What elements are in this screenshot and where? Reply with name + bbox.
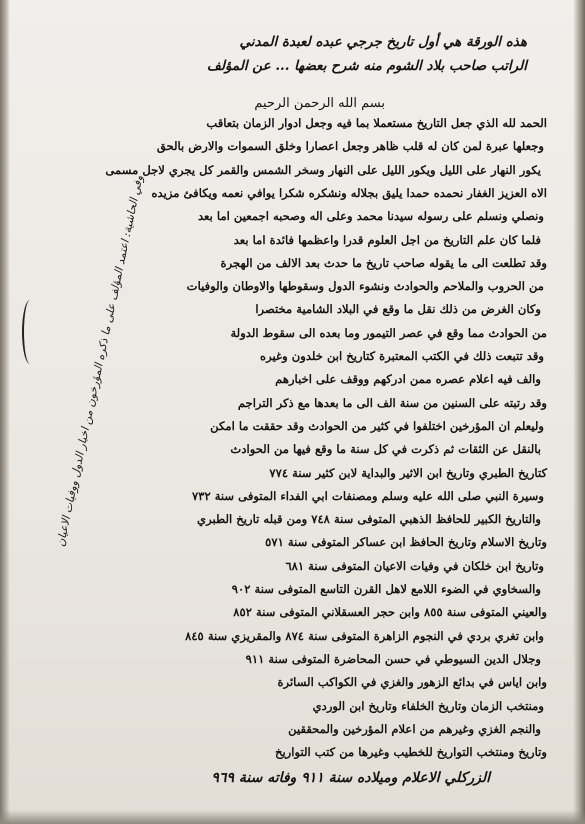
manuscript-line: الحمد لله الذي جعل التاريخ مستعملا بما فيه وجعل ادوار الزمان بتعاقب xyxy=(206,116,547,130)
page-bottom-edge xyxy=(0,810,585,824)
page-right-edge xyxy=(573,0,585,824)
manuscript-line: كتاريخ الطبري وتاريخ ابن الاثير والبداية لابن كثير سنة ٧٧٤ xyxy=(269,465,547,480)
manuscript-line: والتاريخ الكبير للحافظ الذهبي المتوفى سنة ٧٤٨ ومن قبله تاريخ الطبري xyxy=(197,512,541,527)
manuscript-line: وسيرة النبي صلى الله عليه وسلم ومصنفات ابي الفداء المتوفى سنة ٧٣٢ xyxy=(191,488,544,503)
manuscript-line: وجلال الدين السيوطي في حسن المحاضرة المتوفى سنة ٩١١ xyxy=(245,651,541,666)
manuscript-line: ونصلي ونسلم على رسوله سيدنا محمد وعلى اله وصحبه اجمعين اما بعد xyxy=(197,209,544,224)
margin-note: وفي الحاشية: اعتمد المؤلف على ما ذكره المؤرخون من اخبار الدول ووفيات الاعيان xyxy=(54,174,146,548)
manuscript-line: فلما كان علم التاريخ من اجل العلوم قدرا واعظمها فائدة اما بعد xyxy=(233,232,541,247)
footer-line: الزركلي الاعلام وميلاده سنة ٩١١ وفاته سنة ٩٦٩ xyxy=(211,770,490,786)
manuscript-line: وجعلها عبرة لمن كان له قلب ظاهر وجعل اعصارا وخلق السموات والارض بالحق xyxy=(156,139,544,154)
manuscript-line: من الحروب والملاحم والحوادث ونشوء الدول وسقوطها والاوطان والوفيات xyxy=(186,279,544,294)
manuscript-line: والسخاوي في الضوء اللامع لاهل القرن التاسع المتوفى سنة ٩٠٢ xyxy=(231,582,541,596)
manuscript-line: وقد تطلعت الى ما يقوله صاحب تاريخ ما حدث بعد الالف من الهجرة xyxy=(220,255,547,270)
basmala: بسم الله الرحمن الرحيم xyxy=(254,96,385,111)
manuscript-line: من الحوادث مما وقع في عصر التيمور وما بعده الى سقوط الدولة xyxy=(230,325,547,340)
page-left-edge xyxy=(0,0,10,824)
manuscript-line: وقد تتبعت ذلك في الكتب المعتبرة كتاريخ ابن خلدون وغيره xyxy=(260,349,544,363)
manuscript-line: يكور النهار على الليل ويكور الليل على النهار وسخر الشمس والقمر كل يجري لاجل مسمى xyxy=(105,162,541,177)
manuscript-line: بالنقل عن الثقات ثم ذكرت في كل سنة ما وقع فيها من الحوادث xyxy=(230,442,541,457)
manuscript-line: وقد رتبته على السنين من سنة الف الى ما بعدها مع ذكر التراجم xyxy=(237,395,547,410)
header-line-2: الراتب صاحب بلاد الشوم منه شرح بعضها ... عن المؤلف xyxy=(206,58,527,74)
manuscript-line: والعيني المتوفى سنة ٨٥٥ وابن حجر العسقلاني المتوفى سنة ٨٥٢ xyxy=(233,605,547,620)
manuscript-line: وتاريخ ابن خلكان في وفيات الاعيان المتوفى سنة ٦٨١ xyxy=(285,558,544,573)
manuscript-line: وابن اياس في بدائع الزهور والغزي في الكواكب السائرة xyxy=(277,675,547,690)
manuscript-line: ومنتخب الزمان وتاريخ الخلفاء وتاريخ ابن الوردي xyxy=(312,698,544,713)
header-line-1: هذه الورقة هي أول تاريخ جرجي عبده لعبدة المدني xyxy=(239,34,527,50)
manuscript-line: وتاريخ ومنتخب التواريخ للخطيب وغيرها من كتب التواريخ xyxy=(274,745,547,760)
manuscript-line: والف فيه اعلام عصره ممن ادركهم ووقف على اخبارهم xyxy=(275,372,541,387)
manuscript-line: الاه العزيز الغفار نحمده حمدا يليق بجلاله ونشكره شكرا يوافي نعمه ويكافئ مزيده xyxy=(151,185,547,200)
manuscript-line: وابن تغري بردي في النجوم الزاهرة المتوفى سنة ٨٧٤ والمقريزي سنة ٨٤٥ xyxy=(185,628,544,643)
manuscript-line: وكان الغرض من ذلك نقل ما وقع في البلاد الشامية مختصرا xyxy=(255,302,541,317)
manuscript-line: والنجم الغزي وغيرهم من اعلام المؤرخين والمحققين xyxy=(288,721,541,736)
manuscript-line: وليعلم ان المؤرخين اختلفوا في كثير من الحوادث وقد حققت ما امكن xyxy=(210,418,544,433)
margin-bracket xyxy=(22,300,38,364)
manuscript-line: وتاريخ الاسلام وتاريخ الحافظ ابن عساكر المتوفى سنة ٥٧١ xyxy=(265,535,547,550)
